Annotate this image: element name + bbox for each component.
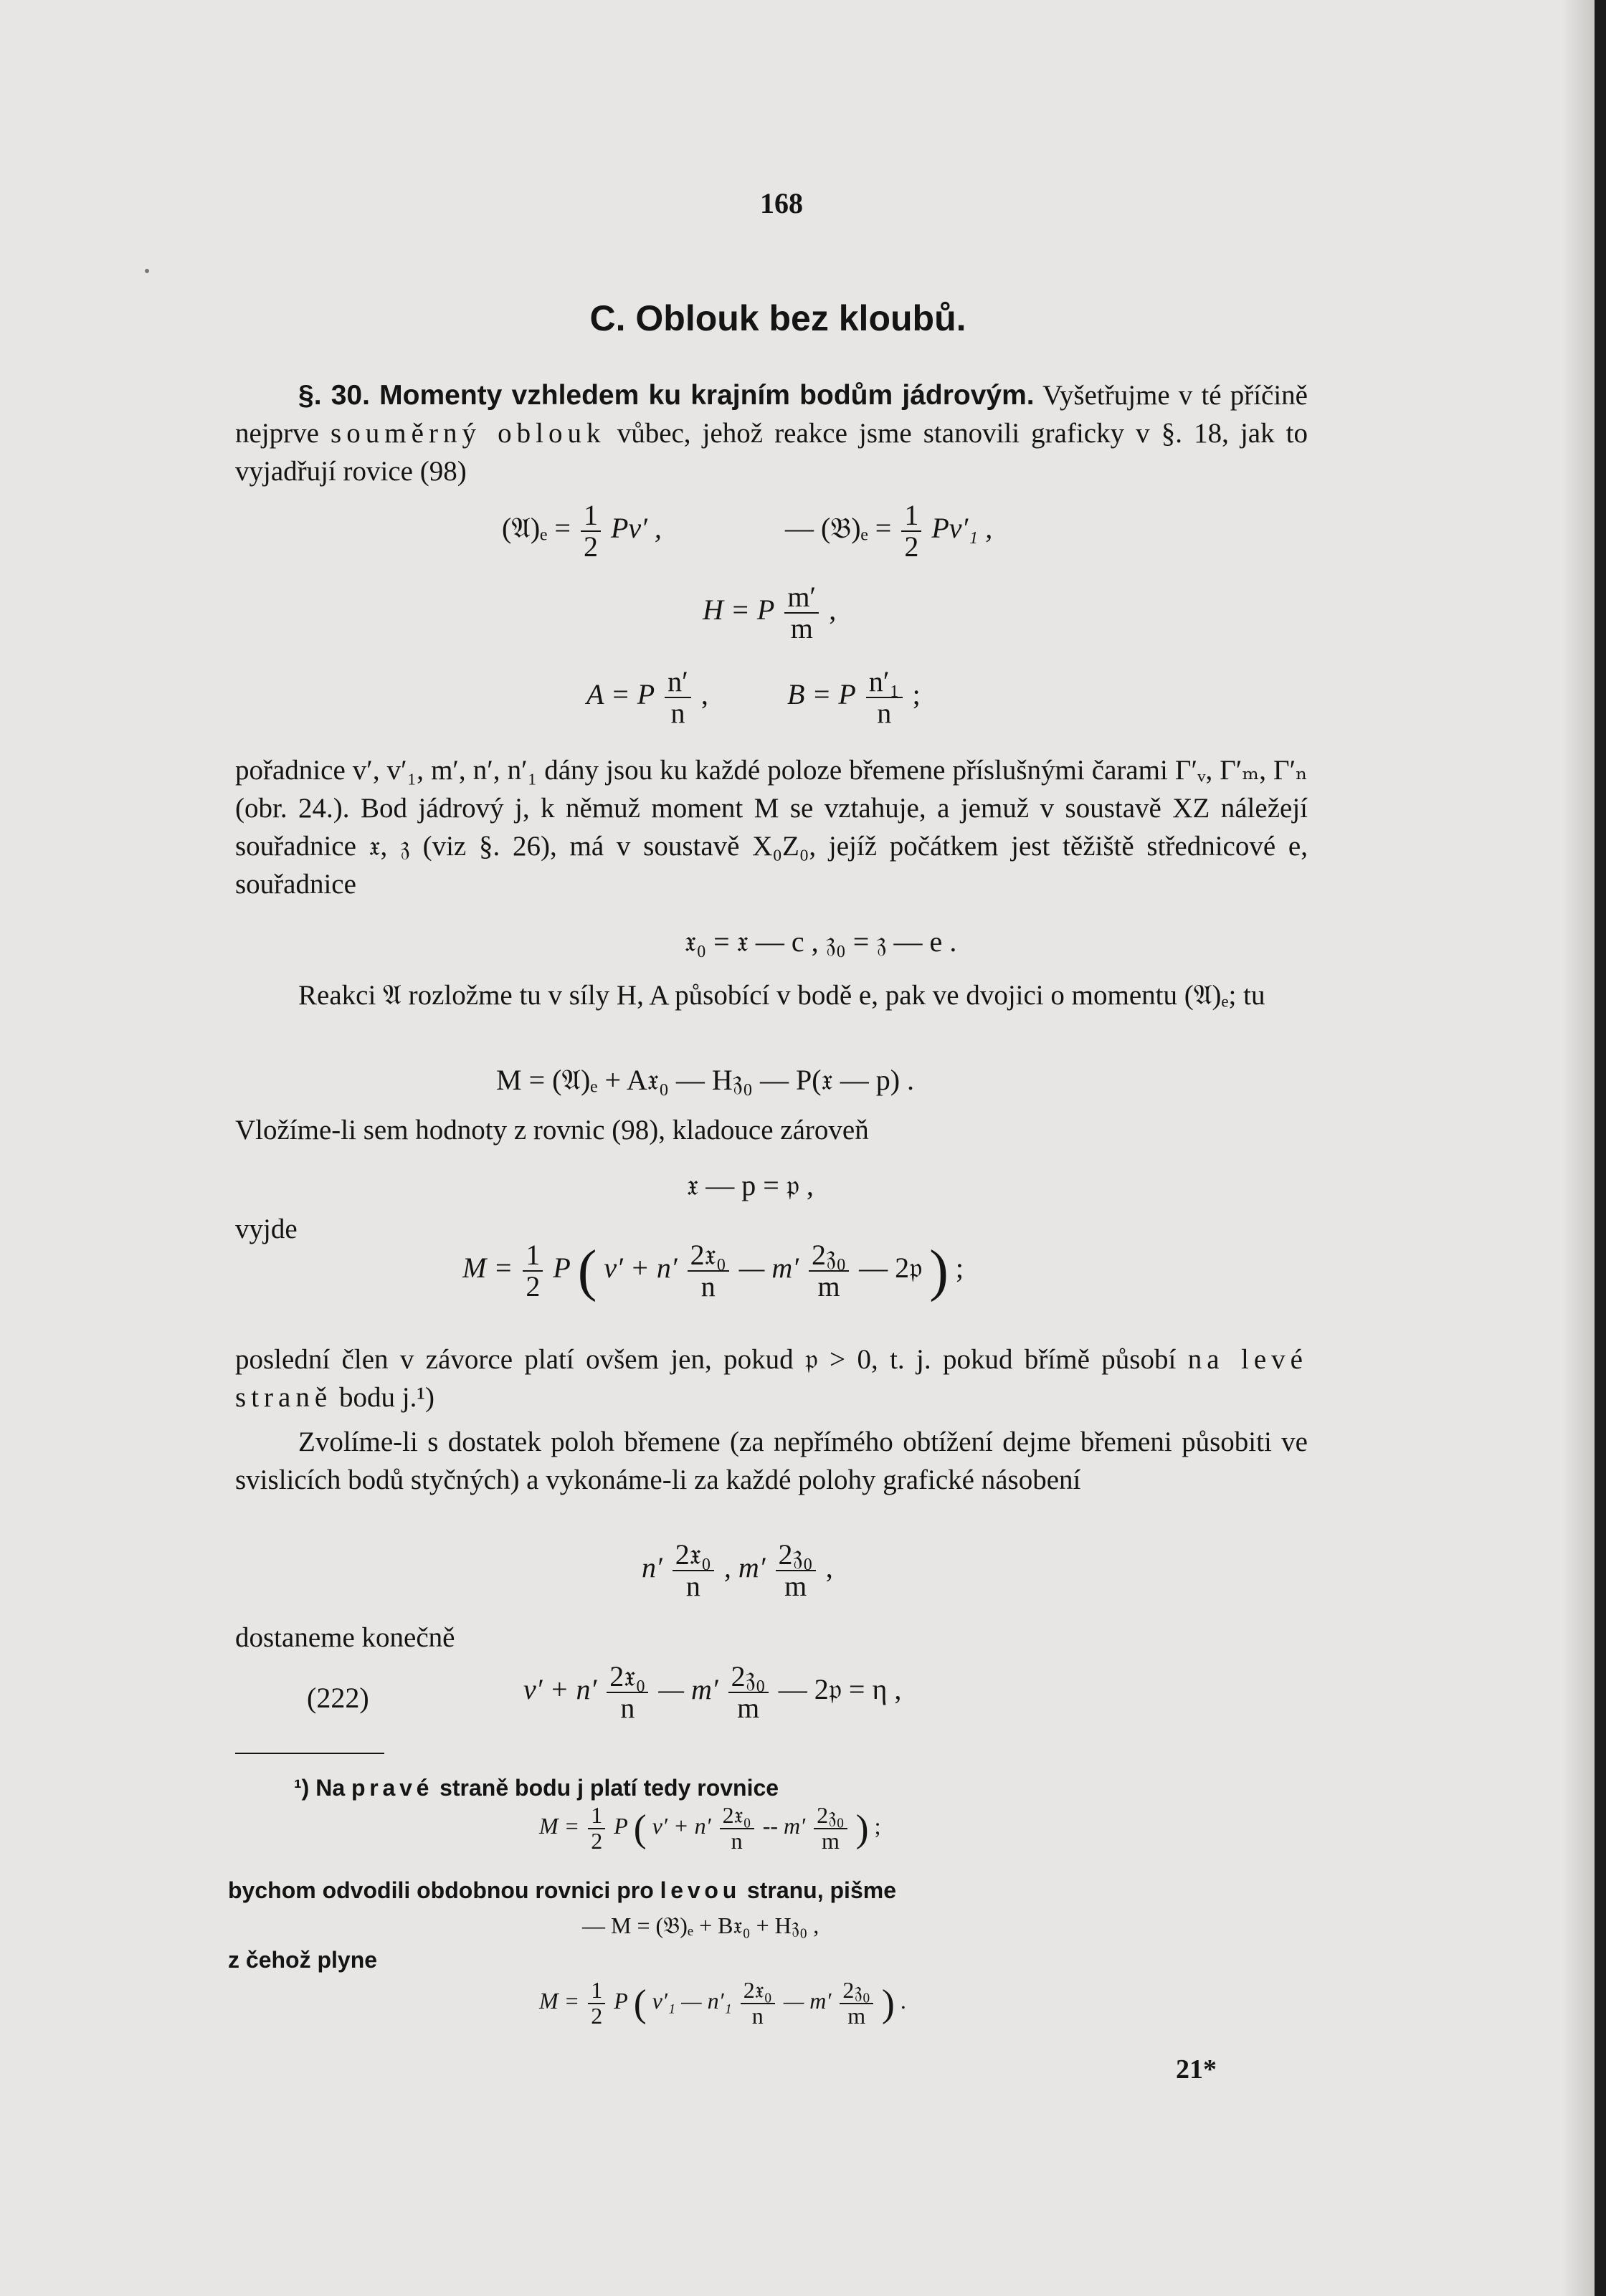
eq9-term-b: — m′ <box>658 1673 718 1706</box>
footnote-spaced-left: levou <box>660 1877 741 1903</box>
intro-text-spaced: souměrný oblouk <box>331 418 606 449</box>
eq2-tail: , <box>829 594 837 627</box>
eq7-lhs: M = <box>462 1252 513 1285</box>
eq3a-tail: , <box>700 678 708 711</box>
fraction-2z0-over-m: $\frac{\text{2𝔷₀}}{m}$ <box>809 1240 849 1302</box>
footnote-equation-2: — M = (𝔅)ₑ + B𝔵₀ + H𝔷₀ , <box>582 1912 819 1938</box>
fraction-2x0-over-n: $\frac{\text{2𝔵₀}}{n}$ <box>688 1240 729 1302</box>
equation-reaction-moment-b <box>785 500 992 562</box>
equation-moment: M = (𝔄)ₑ + A𝔵₀ — H𝔷₀ — P(𝔵 — p) . <box>496 1064 915 1096</box>
equation-moment-expanded: M = $\frac{1}{2}$ P ( v′ + n′ $\frac{\text{2𝔵₀}}{n}$ — m′ $\frac{\text{2𝔷₀}}{m}$ — 2𝔭 ) ; <box>462 1239 964 1302</box>
footnote-spaced-right: pravé <box>351 1775 434 1801</box>
footnote-line-1 <box>294 1772 1384 1804</box>
section-title: §. 30. Momenty vzhledem ku krajním bodům jádrovým. <box>298 380 1035 411</box>
graphical-multiplication-paragraph: Zvolíme-li s dostatek poloh břemene (za nepřímého obtížení dejme břemeni působiti ve svislicích bodů styčných) a vykonáme-li za každé polohy grafické násobení <box>235 1426 1308 1495</box>
equation-coordinates: 𝔵₀ = 𝔵 — c , 𝔷₀ = 𝔷 — e . <box>685 925 957 958</box>
footnote-line1-rest: straně bodu j platí tedy rovnice <box>439 1775 779 1801</box>
footnote-equation-1: M = $\frac{1}{2}$ P ( v′ + n′ $\frac{\text{2𝔵₀}}{n}$ -- m′ $\frac{\text{2𝔷₀}}{m}$ ) ; <box>539 1802 881 1854</box>
result-label: vyjde <box>235 1214 298 1244</box>
eq3b-tail: ; <box>912 678 921 711</box>
fraction-one-half: $\frac{1}{2}$ <box>901 500 921 562</box>
print-speck <box>145 269 149 273</box>
eq9-term-c: — 2𝔭 = η , <box>778 1673 902 1706</box>
eq8-tail: , <box>825 1551 833 1584</box>
eq3a-lhs: A = P <box>586 678 655 711</box>
eq7-p: P <box>553 1252 571 1285</box>
printer-signature: 21* <box>1176 2054 1217 2085</box>
equation-vertical-force-b <box>787 667 921 728</box>
eq9-term-a: v′ + n′ <box>523 1673 597 1706</box>
eq2-lhs: H = P <box>703 594 775 627</box>
fn-eq3-lhs: M = <box>539 1987 580 2014</box>
fraction-n1: $\frac{\text{n′₁}}{n}$ <box>866 667 903 728</box>
fraction-2x0-over-n: $\frac{\text{2𝔵₀}}{n}$ <box>673 1540 714 1601</box>
fn-eq3-p: P <box>614 1987 628 2014</box>
conclusion-label: dostaneme konečně <box>235 1622 455 1653</box>
fraction-2z0-over-m: $\frac{\text{2𝔷₀}}{m}$ <box>728 1662 769 1723</box>
last-term-paragraph <box>235 1340 1308 1416</box>
footnote-line-3: z čehož plyne <box>228 1947 378 1973</box>
fraction-n: $\frac{n'}{n}$ <box>665 667 691 728</box>
equation-reaction-moment-a <box>502 500 662 562</box>
equation-number: (222) <box>307 1682 369 1714</box>
fraction-m: $\frac{m'}{m}$ <box>784 582 819 644</box>
fraction-2x0-over-n: $\frac{\text{2𝔵₀}}{n}$ <box>741 1978 775 2028</box>
footnote-marker: ¹) Na <box>294 1775 346 1801</box>
page-number: 168 <box>760 187 803 219</box>
equation-vertical-force-a <box>586 667 708 728</box>
fn-eq3-term-a: v′₁ — n′₁ <box>652 1987 732 2014</box>
footnote-line2-b: stranu, pišme <box>746 1877 896 1903</box>
intro-text-b: vůbec, jehož reakce jsme stanovili graficky v §. 18, jak to vyjadřují rovice (98) <box>235 418 1308 487</box>
fn-eq1-p: P <box>614 1812 628 1839</box>
fn-eq3-tail: . <box>900 1987 906 2014</box>
equation-p-definition: 𝔵 — p = 𝔭 , <box>687 1169 814 1201</box>
eq8-term-b: , m′ <box>723 1551 766 1584</box>
equation-horizontal-force <box>703 582 836 644</box>
eq1b-rhs: Pv′₁ , <box>931 512 993 545</box>
section-intro-paragraph <box>235 376 1308 490</box>
eq7-term-b: — m′ <box>738 1252 799 1285</box>
fraction-one-half: $\frac{1}{2}$ <box>581 500 601 562</box>
fn-eq1-lhs: M = <box>539 1812 580 1839</box>
eq1b-lhs: — (𝔅)ₑ = <box>785 512 892 545</box>
p6-text-b: bodu j.¹) <box>339 1382 435 1413</box>
eq7-term-c: — 2𝔭 <box>859 1252 923 1285</box>
equation-products <box>642 1540 833 1601</box>
fraction-2z0-over-m: $\frac{\text{2𝔷₀}}{m}$ <box>814 1804 847 1853</box>
p6-text-a: poslední člen v závorce platí ovšem jen, pokud 𝔭 > 0, t. j. pokud břímě působí <box>235 1344 1177 1375</box>
reaction-paragraph: Reakci 𝔄 rozložme tu v síly H, A působící v bodě e, pak ve dvojici o momentu (𝔄)ₑ; tu <box>298 980 1265 1011</box>
fn-eq1-tail: ; <box>874 1812 881 1839</box>
footnote-line2-a: bychom odvodili obdobnou rovnici pro <box>228 1877 654 1903</box>
fn-eq1-term-b: -- m′ <box>762 1812 806 1839</box>
fraction-one-half: $\frac{1}{2}$ <box>523 1240 543 1302</box>
fraction-2z0-over-m: $\frac{\text{2𝔷₀}}{m}$ <box>840 1978 873 2028</box>
fraction-2x0-over-n: $\frac{\text{2𝔵₀}}{n}$ <box>720 1804 754 1853</box>
fn-eq1-term-a: v′ + n′ <box>652 1812 711 1839</box>
eq7-tail: ; <box>955 1252 964 1285</box>
fraction-one-half: $\frac{1}{2}$ <box>588 1978 605 2028</box>
substitution-paragraph: Vložíme-li sem hodnoty z rovnic (98), kladouce zároveň <box>235 1115 869 1145</box>
fraction-one-half: $\frac{1}{2}$ <box>588 1804 605 1853</box>
eq8-term-a: n′ <box>642 1551 662 1584</box>
eq3b-lhs: B = P <box>787 678 856 711</box>
p6-text-spaced: na levé straně <box>235 1344 1308 1413</box>
chapter-heading: C. Oblouk bez kloubů. <box>589 298 966 338</box>
footnote-equation-3: M = $\frac{1}{2}$ P ( v′₁ — n′₁ $\frac{\text{2𝔵₀}}{n}$ — m′ $\frac{\text{2𝔷₀}}{m}$ ) . <box>539 1977 906 2029</box>
fn-eq3-term-b: — m′ <box>783 1987 832 2014</box>
ordinates-paragraph: pořadnice v′, v′₁, m′, n′, n′₁ dány jsou ku každé poloze břemene příslušnými čarami Γ′ᵥ, Γ′ₘ, Γ′ₙ (obr. 24.). Bod jádrový j, k němuž moment M se vztahuje, a jemuž v soustavě XZ náležejí souřadnice 𝔵, 𝔷 (viz §. 26), má v soustavě X₀Z₀, jejíž počátkem jest těžiště střednicové e, souřadnice <box>235 755 1308 900</box>
intro-text-a: Vyšetřujme v té příčině nejprve <box>235 380 1308 449</box>
footnote-rule <box>235 1753 384 1754</box>
fraction-2z0-over-m: $\frac{\text{2𝔷₀}}{m}$ <box>776 1540 816 1601</box>
eq1a-lhs: (𝔄)ₑ = <box>502 512 571 545</box>
fraction-2x0-over-n: $\frac{\text{2𝔵₀}}{n}$ <box>607 1662 648 1723</box>
page-edge-shadow <box>1562 0 1595 2296</box>
equation-222 <box>523 1662 901 1723</box>
footnote-line-2 <box>228 1875 1318 1906</box>
eq1a-rhs: Pv′ , <box>610 512 662 545</box>
eq7-term-a: v′ + n′ <box>604 1252 678 1285</box>
